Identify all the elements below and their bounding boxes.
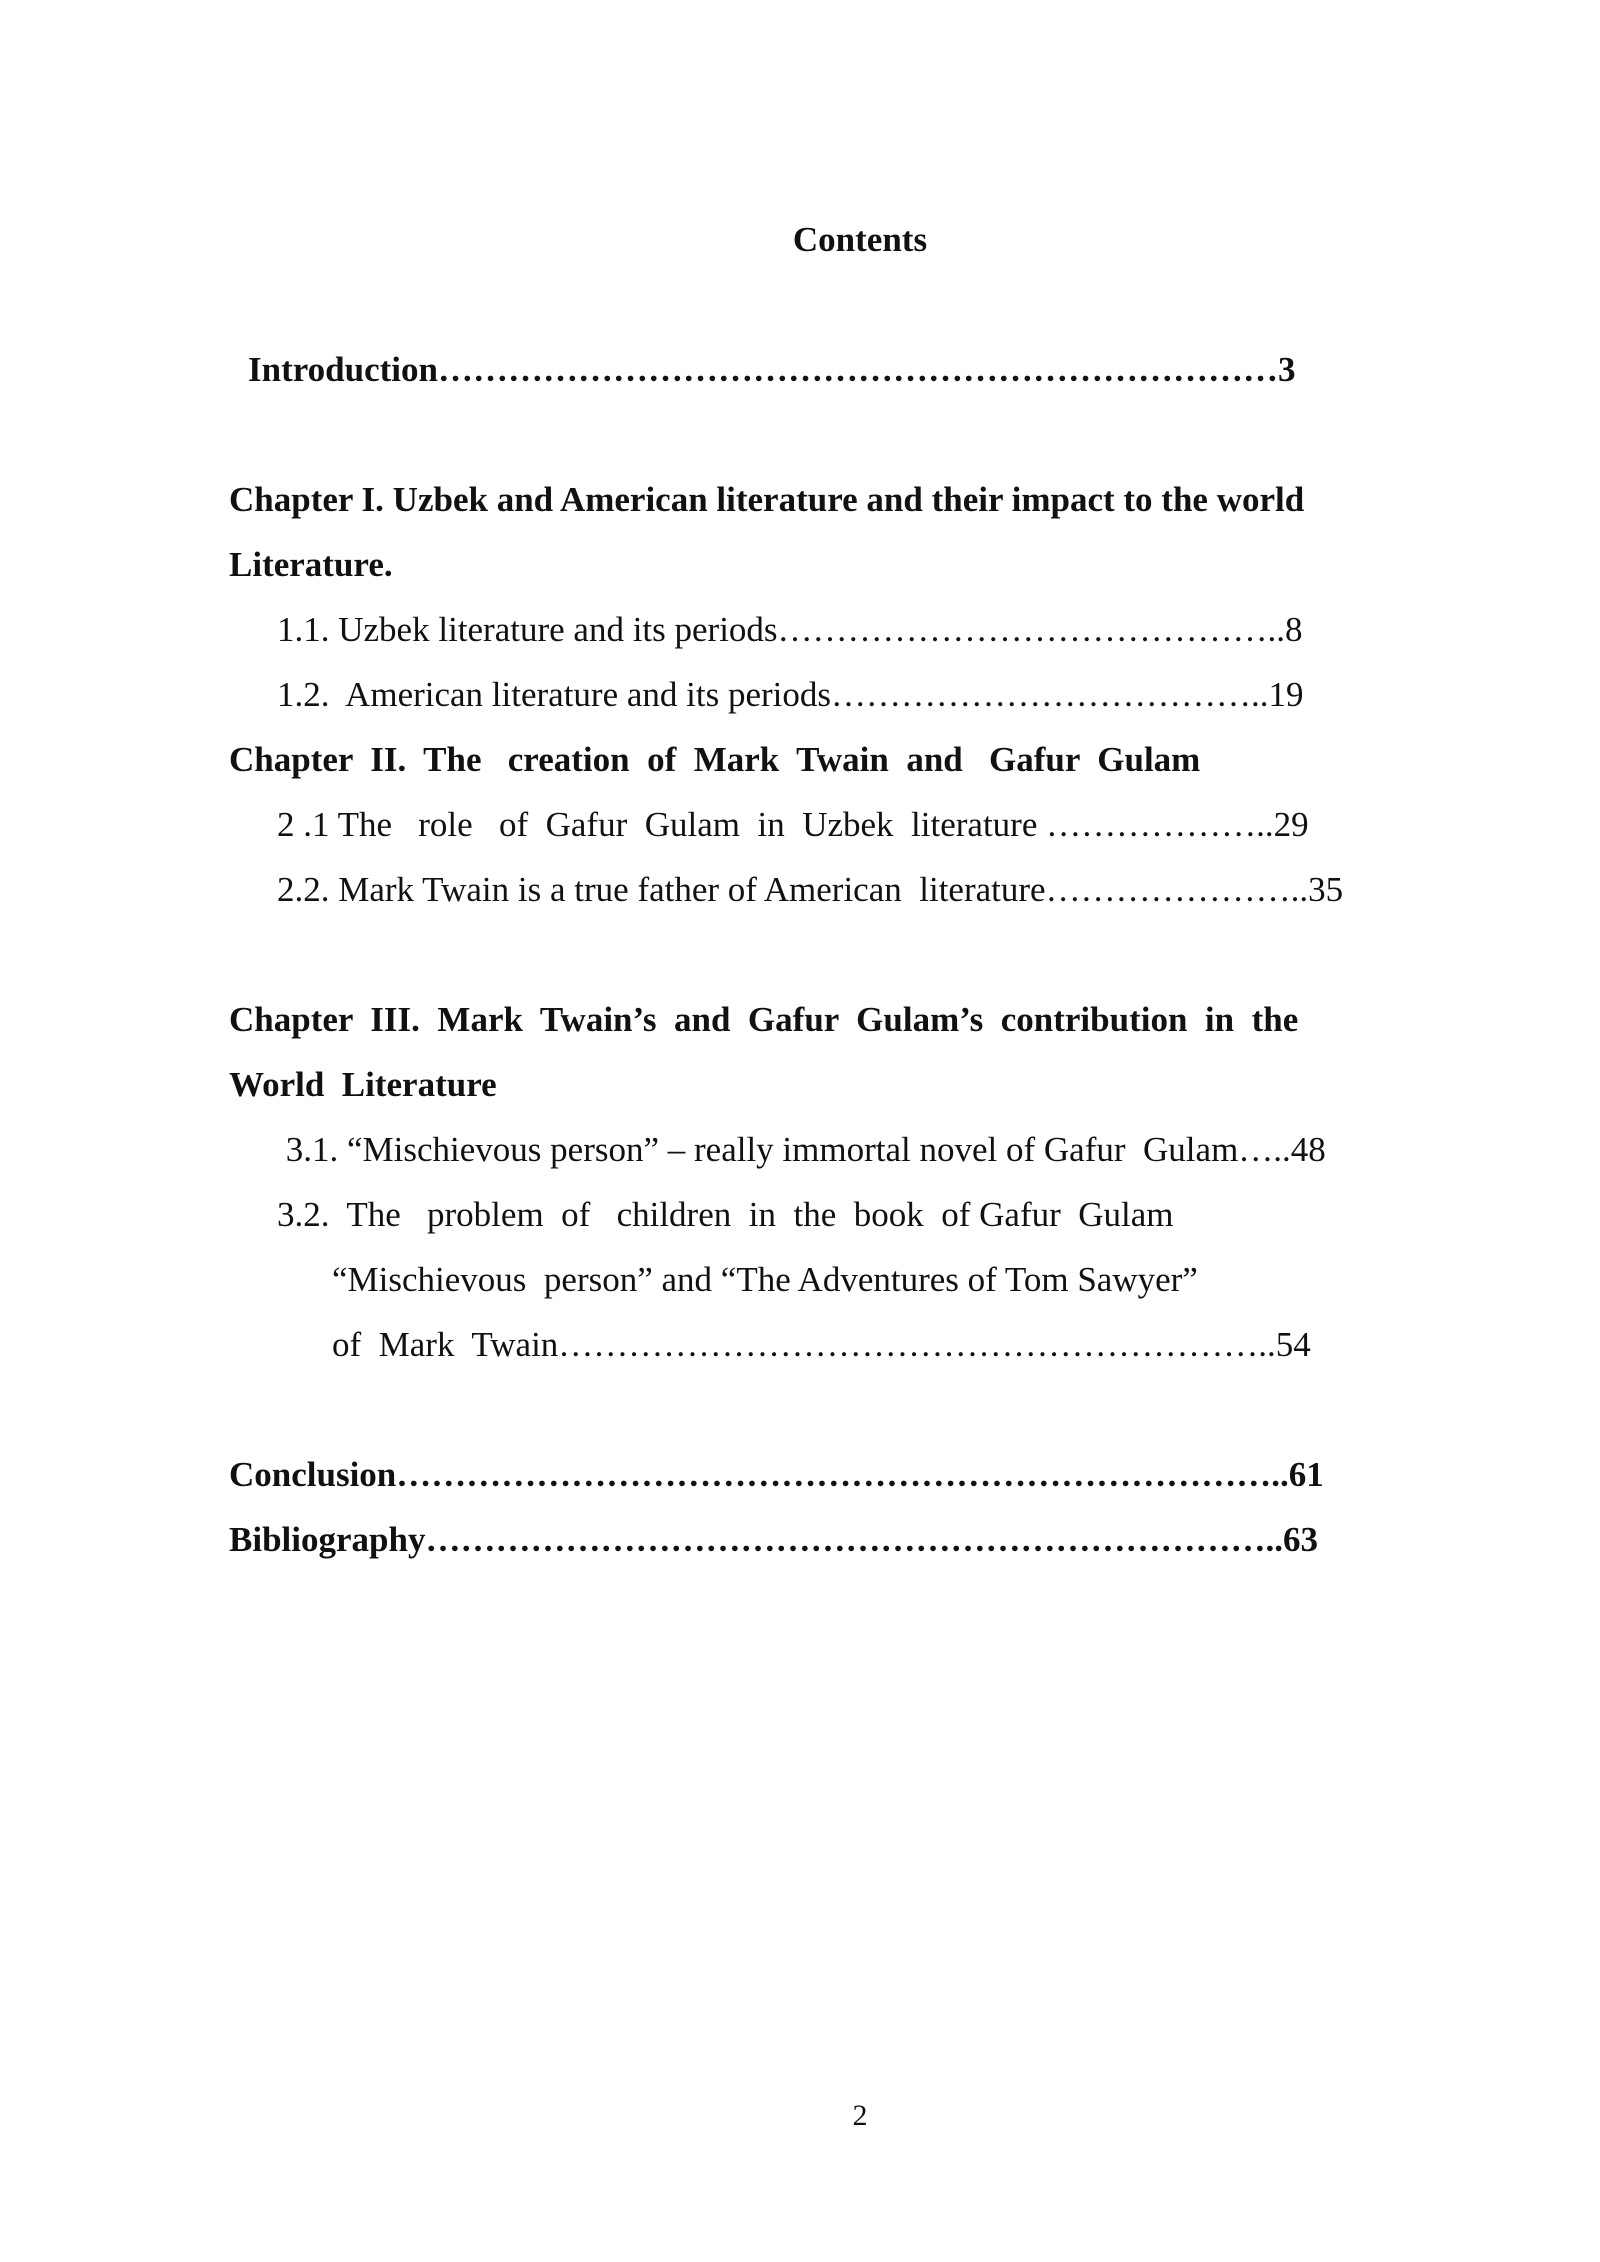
toc-section-2-2: 2.2. Mark Twain is a true father of American literature…………………..35	[277, 870, 1344, 909]
toc-conclusion: Conclusion…………………………………………………………………..61	[229, 1455, 1324, 1494]
toc-chapter-1-title-cont: Literature.	[229, 545, 393, 584]
toc-introduction: Introduction………………………………………………………………3	[248, 350, 1296, 389]
toc-section-3-2: 3.2. The problem of children in the book of Gafur Gulam	[277, 1195, 1174, 1234]
toc-section-3-2-page: of Mark Twain……………………………………………………..54	[332, 1325, 1311, 1364]
toc-bibliography: Bibliography………………………………………………………………..63	[229, 1520, 1318, 1559]
toc-chapter-3-title: Chapter III. Mark Twain’s and Gafur Gulam’s contribution in the	[229, 1000, 1299, 1039]
toc-section-1-2: 1.2. American literature and its periods………………………………..19	[277, 675, 1304, 714]
toc-chapter-2-title: Chapter II. The creation of Mark Twain and Gafur Gulam	[229, 740, 1201, 779]
page-number: 2	[852, 2099, 868, 2132]
contents-heading: Contents	[792, 220, 928, 259]
toc-chapter-3-title-cont: World Literature	[229, 1065, 497, 1104]
toc-chapter-1-title: Chapter I. Uzbek and American literature and their impact to the world	[229, 480, 1305, 519]
toc-section-3-1: 3.1. “Mischievous person” – really immortal novel of Gafur Gulam…..48	[277, 1130, 1326, 1169]
toc-section-3-2-cont: “Mischievous person” and “The Adventures of Tom Sawyer”	[332, 1260, 1198, 1299]
toc-section-1-1: 1.1. Uzbek literature and its periods……………………………………..8	[277, 610, 1303, 649]
toc-section-2-1: 2 .1 The role of Gafur Gulam in Uzbek literature ………………..29	[277, 805, 1309, 844]
